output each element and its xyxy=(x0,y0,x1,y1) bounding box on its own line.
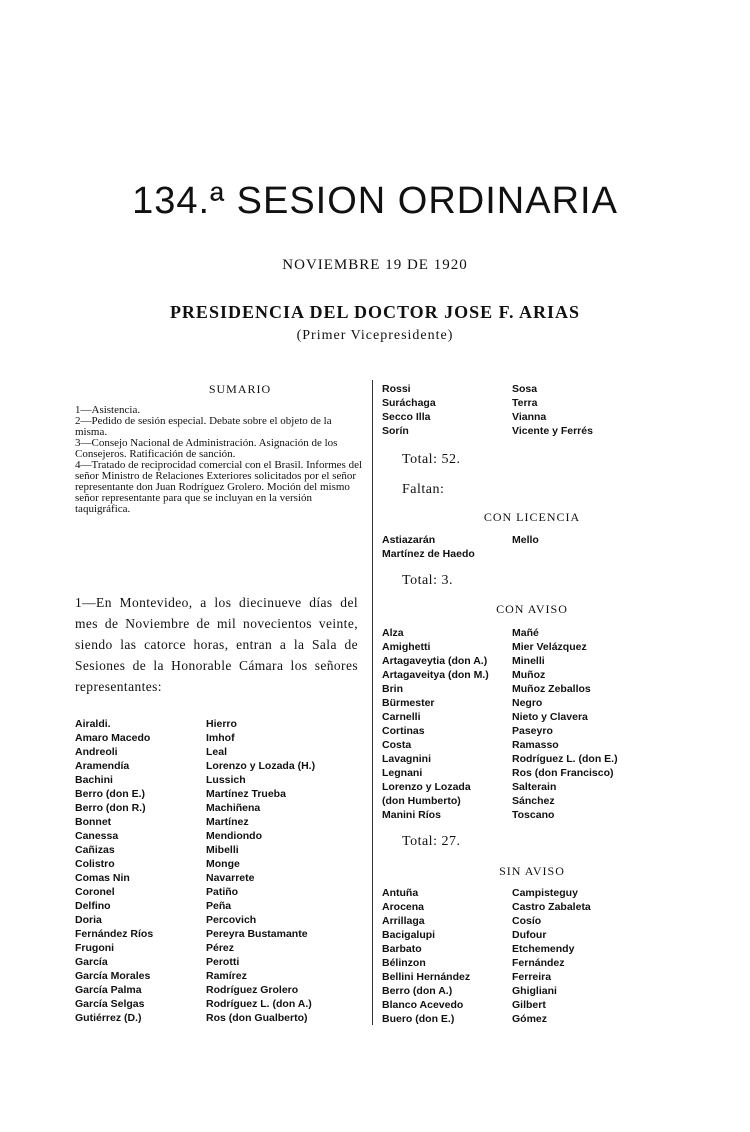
representative-name: Cortinas xyxy=(382,725,425,737)
name-row xyxy=(75,913,365,927)
representative-name: Rossi xyxy=(382,383,411,395)
representative-name: Vicente y Ferrés xyxy=(512,425,593,437)
name-row xyxy=(382,780,682,794)
representative-name: Comas Nin xyxy=(75,872,130,884)
name-row xyxy=(382,942,682,956)
name-row xyxy=(382,626,682,640)
representative-name: Carnelli xyxy=(382,711,421,723)
name-row xyxy=(382,640,682,654)
session-title: 134.ª SESION ORDINARIA xyxy=(132,180,618,222)
representative-name: Lavagnini xyxy=(382,753,432,765)
representative-name: Fernández Ríos xyxy=(75,928,154,940)
con-licencia-total: Total: 3. xyxy=(402,573,453,588)
representative-name: García Morales xyxy=(75,970,151,982)
representative-name: Ferreira xyxy=(512,971,552,983)
name-row xyxy=(75,787,365,801)
representative-name: Alza xyxy=(382,627,404,639)
name-row xyxy=(382,808,682,822)
present-list-continued xyxy=(382,382,682,438)
representative-name: Bürmester xyxy=(382,697,435,709)
name-row xyxy=(75,899,365,913)
representative-name: Muñoz Zeballos xyxy=(512,683,591,695)
representative-name: Berro (don E.) xyxy=(75,788,145,800)
name-row xyxy=(382,682,682,696)
name-row xyxy=(382,547,682,561)
representative-name: Fernández xyxy=(512,957,565,969)
sumario-item: 1—Asistencia. xyxy=(75,404,141,416)
representative-name: Coronel xyxy=(75,886,115,898)
representative-name: Mañé xyxy=(512,627,539,639)
name-row xyxy=(75,871,365,885)
present-list xyxy=(75,717,365,1025)
representative-name: Dufour xyxy=(512,929,547,941)
representative-name: Patiño xyxy=(206,886,239,898)
representative-name: Bélinzon xyxy=(382,957,426,969)
sumario-heading: SUMARIO xyxy=(208,382,272,396)
name-row xyxy=(75,843,365,857)
name-row xyxy=(382,533,682,547)
representative-name: Gómez xyxy=(512,1013,548,1025)
con-aviso-heading: CON AVISO xyxy=(496,602,568,616)
representative-name: Nieto y Clavera xyxy=(512,711,588,723)
representative-name: García xyxy=(75,956,108,968)
opening-paragraph: 1—En Montevideo, a los diecinueve días del mes de Noviembre de mil novecientos veinte, siendo las catorce horas, entran a la Sala de Sesiones de la Honorable Cámara los señores representantes: xyxy=(75,595,358,694)
name-row xyxy=(75,731,365,745)
representative-name: Terra xyxy=(512,397,538,409)
name-row xyxy=(75,745,365,759)
representative-name: Imhof xyxy=(206,732,235,744)
representative-name: Costa xyxy=(382,739,412,751)
representative-name: Rodríguez L. (don E.) xyxy=(512,753,618,765)
representative-name: Castro Zabaleta xyxy=(512,901,591,913)
name-row xyxy=(382,668,682,682)
representative-name: Minelli xyxy=(512,655,545,667)
name-row xyxy=(75,997,365,1011)
name-row xyxy=(75,857,365,871)
representative-name: (don Humberto) xyxy=(382,795,461,807)
representative-name: Lussich xyxy=(206,774,246,786)
con-licencia-list xyxy=(382,533,682,561)
name-row xyxy=(382,410,682,424)
representative-name: Manini Ríos xyxy=(382,809,441,821)
name-row xyxy=(75,801,365,815)
representative-name: Gutiérrez (D.) xyxy=(75,1012,142,1024)
sumario-section xyxy=(75,382,365,515)
representative-name: Toscano xyxy=(512,809,555,821)
representative-name: Suráchaga xyxy=(382,397,436,409)
name-row xyxy=(75,773,365,787)
representative-name: Campisteguy xyxy=(512,887,578,899)
sin-aviso-list xyxy=(382,886,682,1026)
representative-name: Canessa xyxy=(75,830,119,842)
con-aviso-list xyxy=(382,626,682,822)
name-row xyxy=(75,969,365,983)
representative-name: Salterain xyxy=(512,781,557,793)
name-row xyxy=(382,710,682,724)
representative-name: Monge xyxy=(206,858,240,870)
con-licencia-heading: CON LICENCIA xyxy=(483,510,581,524)
faltan-label: Faltan: xyxy=(402,482,445,497)
representative-name: Ros (don Gualberto) xyxy=(206,1012,308,1024)
representative-name: Ros (don Francisco) xyxy=(512,767,614,779)
representative-name: Etchemendy xyxy=(512,943,575,955)
name-row xyxy=(75,885,365,899)
name-row xyxy=(75,815,365,829)
representative-name: Airaldi. xyxy=(75,718,111,730)
representative-name: Martínez Trueba xyxy=(206,788,286,800)
name-row xyxy=(75,717,365,731)
representative-name: Muñoz xyxy=(512,669,546,681)
representative-name: Bonnet xyxy=(75,816,112,828)
representative-name: Colistro xyxy=(75,858,115,870)
representative-name: Amaro Macedo xyxy=(75,732,151,744)
name-row xyxy=(382,424,682,438)
representative-name: Artagaveytia (don A.) xyxy=(382,655,488,667)
representative-name: Sorín xyxy=(382,425,409,437)
representative-name: Vianna xyxy=(512,411,547,423)
representative-name: Peña xyxy=(206,900,232,912)
name-row xyxy=(382,396,682,410)
name-row xyxy=(75,955,365,969)
representative-name: Arrillaga xyxy=(382,915,425,927)
name-row xyxy=(382,724,682,738)
representative-name: Leal xyxy=(206,746,228,758)
representative-name: Bachini xyxy=(75,774,113,786)
representative-name: Negro xyxy=(512,697,543,709)
representative-name: García Palma xyxy=(75,984,142,996)
name-row xyxy=(382,794,682,808)
representative-name: Legnani xyxy=(382,767,423,779)
representative-name: Gilbert xyxy=(512,999,546,1011)
representative-name: Delfino xyxy=(75,900,111,912)
representative-name: Blanco Acevedo xyxy=(382,999,464,1011)
con-aviso-total: Total: 27. xyxy=(402,834,461,849)
representative-name: Mier Velázquez xyxy=(512,641,587,653)
name-row xyxy=(382,928,682,942)
representative-name: Berro (don R.) xyxy=(75,802,146,814)
representative-name: Cañizas xyxy=(75,844,115,856)
representative-name: Mibelli xyxy=(206,844,239,856)
representative-name: Amighetti xyxy=(382,641,431,653)
representative-name: Arocena xyxy=(382,901,425,913)
name-row xyxy=(382,914,682,928)
representative-name: García Selgas xyxy=(75,998,145,1010)
representative-name: Pereyra Bustamante xyxy=(206,928,308,940)
representative-name: Ghigliani xyxy=(512,985,557,997)
representative-name: Rodríguez L. (don A.) xyxy=(206,998,312,1010)
representative-name: Astiazarán xyxy=(382,534,436,546)
presidency-heading: PRESIDENCIA DEL DOCTOR JOSE F. ARIAS xyxy=(169,302,581,322)
name-row xyxy=(75,759,365,773)
representative-name: Sosa xyxy=(512,383,538,395)
representative-name: Percovich xyxy=(206,914,257,926)
representative-name: Barbato xyxy=(382,943,422,955)
vice-president-note: (Primer Vicepresidente) xyxy=(296,328,454,343)
column-divider xyxy=(372,380,373,1025)
name-row xyxy=(382,984,682,998)
name-row xyxy=(382,654,682,668)
total-present: Total: 52. xyxy=(402,452,461,467)
representative-name: Ramasso xyxy=(512,739,559,751)
representative-name: Pérez xyxy=(206,942,235,954)
representative-name: Paseyro xyxy=(512,725,553,737)
representative-name: Buero (don E.) xyxy=(382,1013,455,1025)
name-row xyxy=(75,983,365,997)
representative-name: Hierro xyxy=(206,718,237,730)
name-row xyxy=(75,927,365,941)
name-row xyxy=(382,1012,682,1026)
name-row xyxy=(382,382,682,396)
representative-name: Aramendía xyxy=(75,760,130,772)
name-row xyxy=(382,956,682,970)
representative-name: Lorenzo y Lozada (H.) xyxy=(206,760,316,772)
representative-name: Artagaveitya (don M.) xyxy=(382,669,489,681)
representative-name: Perotti xyxy=(206,956,240,968)
session-date: NOVIEMBRE 19 DE 1920 xyxy=(282,257,468,273)
name-row xyxy=(382,696,682,710)
representative-name: Machiñena xyxy=(206,802,261,814)
representative-name: Doria xyxy=(75,914,102,926)
sumario-item: 4—Tratado de reciprocidad comercial con el Brasil. Informes del señor Ministro de Relaciones Exteriores solicitados por el señor representante don Juan Rodríguez Grolero. Moción del mismo señor representante para que se incluyan en la versión taquigráfica. xyxy=(75,459,363,515)
representative-name: Rodríguez Grolero xyxy=(206,984,299,996)
name-row xyxy=(382,886,682,900)
sumario-list xyxy=(75,405,365,515)
name-row xyxy=(382,970,682,984)
name-row xyxy=(75,941,365,955)
name-row xyxy=(382,766,682,780)
name-row xyxy=(382,738,682,752)
representative-name: Secco Illa xyxy=(382,411,431,423)
representative-name: Sánchez xyxy=(512,795,555,807)
representative-name: Mello xyxy=(512,534,539,546)
representative-name: Navarrete xyxy=(206,872,255,884)
representative-name: Brin xyxy=(382,683,403,695)
sumario-item: 2—Pedido de sesión especial. Debate sobre el objeto de la misma. xyxy=(75,415,332,438)
sin-aviso-heading: SIN AVISO xyxy=(499,864,565,878)
name-row xyxy=(382,998,682,1012)
representative-name: Ramírez xyxy=(206,970,247,982)
representative-name: Lorenzo y Lozada xyxy=(382,781,471,793)
representative-name: Mendiondo xyxy=(206,830,262,842)
representative-name: Martínez xyxy=(206,816,249,828)
representative-name: Bellini Hernández xyxy=(382,971,471,983)
name-row xyxy=(382,900,682,914)
representative-name: Bacigalupi xyxy=(382,929,436,941)
representative-name: Berro (don A.) xyxy=(382,985,453,997)
name-row xyxy=(382,752,682,766)
representative-name: Frugoni xyxy=(75,942,115,954)
representative-name: Martínez de Haedo xyxy=(382,548,475,560)
representative-name: Cosío xyxy=(512,915,542,927)
sumario-item: 3—Consejo Nacional de Administración. Asignación de los Consejeros. Ratificación de sanción. xyxy=(75,437,338,460)
representative-name: Andreoli xyxy=(75,746,118,758)
name-row xyxy=(75,829,365,843)
representative-name: Antuña xyxy=(382,887,419,899)
name-row xyxy=(75,1011,365,1025)
